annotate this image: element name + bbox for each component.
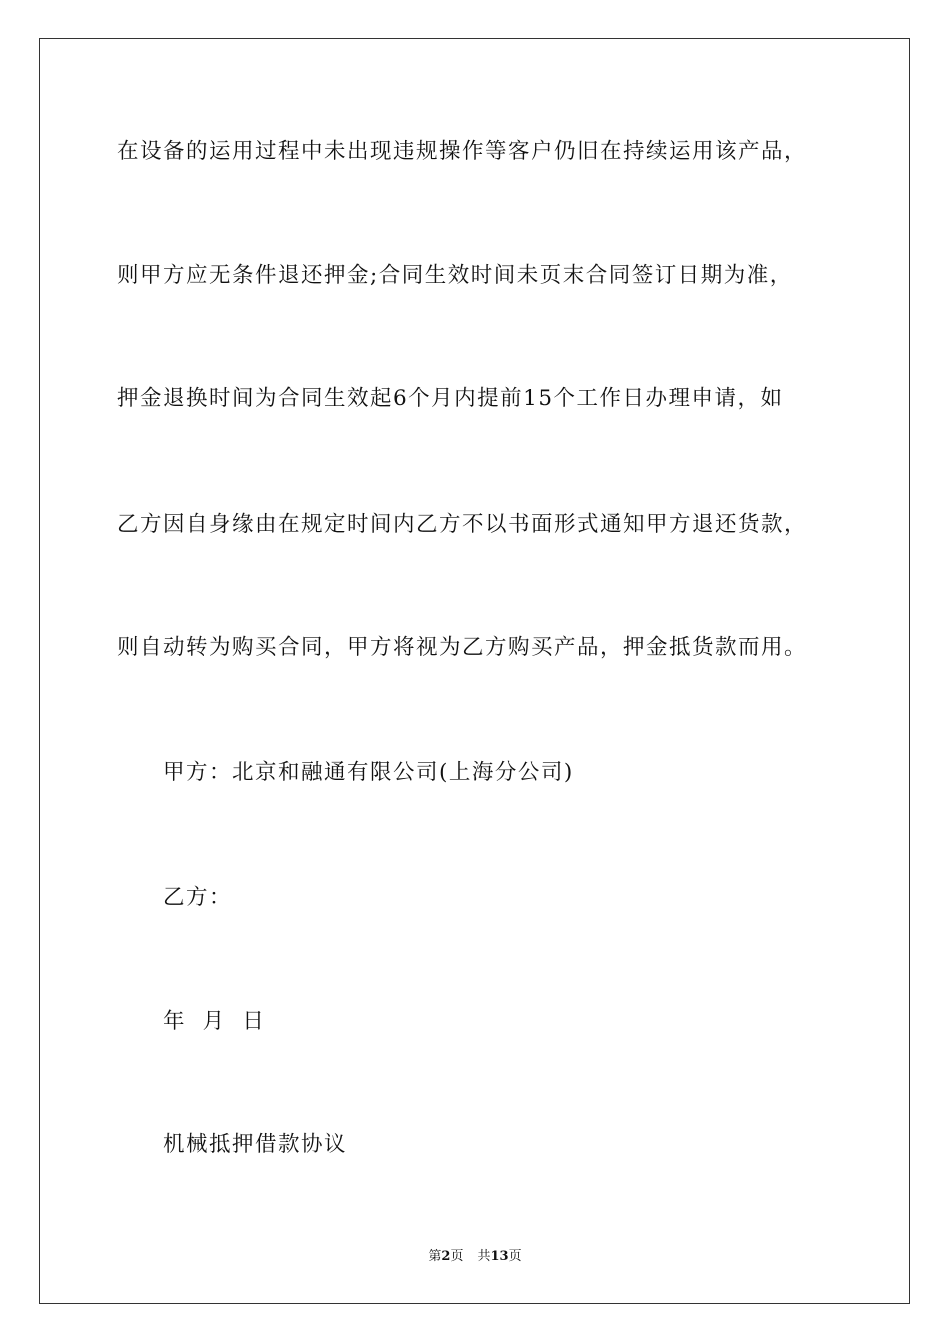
page-suffix: 页	[450, 1249, 464, 1264]
total-page-number: 13	[490, 1249, 509, 1264]
next-agreement-title: 机械抵押借款协议	[163, 1132, 348, 1157]
current-page-number: 2	[441, 1249, 451, 1264]
page-border	[39, 38, 910, 1304]
page-footer	[0, 1249, 950, 1265]
total-suffix: 页	[508, 1249, 522, 1264]
page-prefix: 第	[428, 1249, 442, 1264]
paragraph-line-1: 在设备的运用过程中未出现违规操作等客户仍旧在持续运用该产品，	[117, 139, 808, 164]
paragraph-line-4: 乙方因自身缘由在规定时间内乙方不以书面形式通知甲方退还货款，	[117, 512, 808, 537]
party-b-line: 乙方：	[163, 885, 233, 910]
date-line: 年 月 日	[163, 1009, 266, 1034]
total-prefix: 共	[477, 1249, 491, 1264]
paragraph-line-3: 押金退换时间为合同生效起6个月内提前15个工作日办理申请，如	[117, 386, 784, 411]
paragraph-line-5: 则自动转为购买合同，甲方将视为乙方购买产品，押金抵货款而用。	[117, 635, 808, 660]
party-a-line: 甲方：北京和融通有限公司(上海分公司)	[163, 760, 574, 785]
paragraph-line-2: 则甲方应无条件退还押金;合同生效时间未页末合同签订日期为准，	[117, 263, 793, 288]
